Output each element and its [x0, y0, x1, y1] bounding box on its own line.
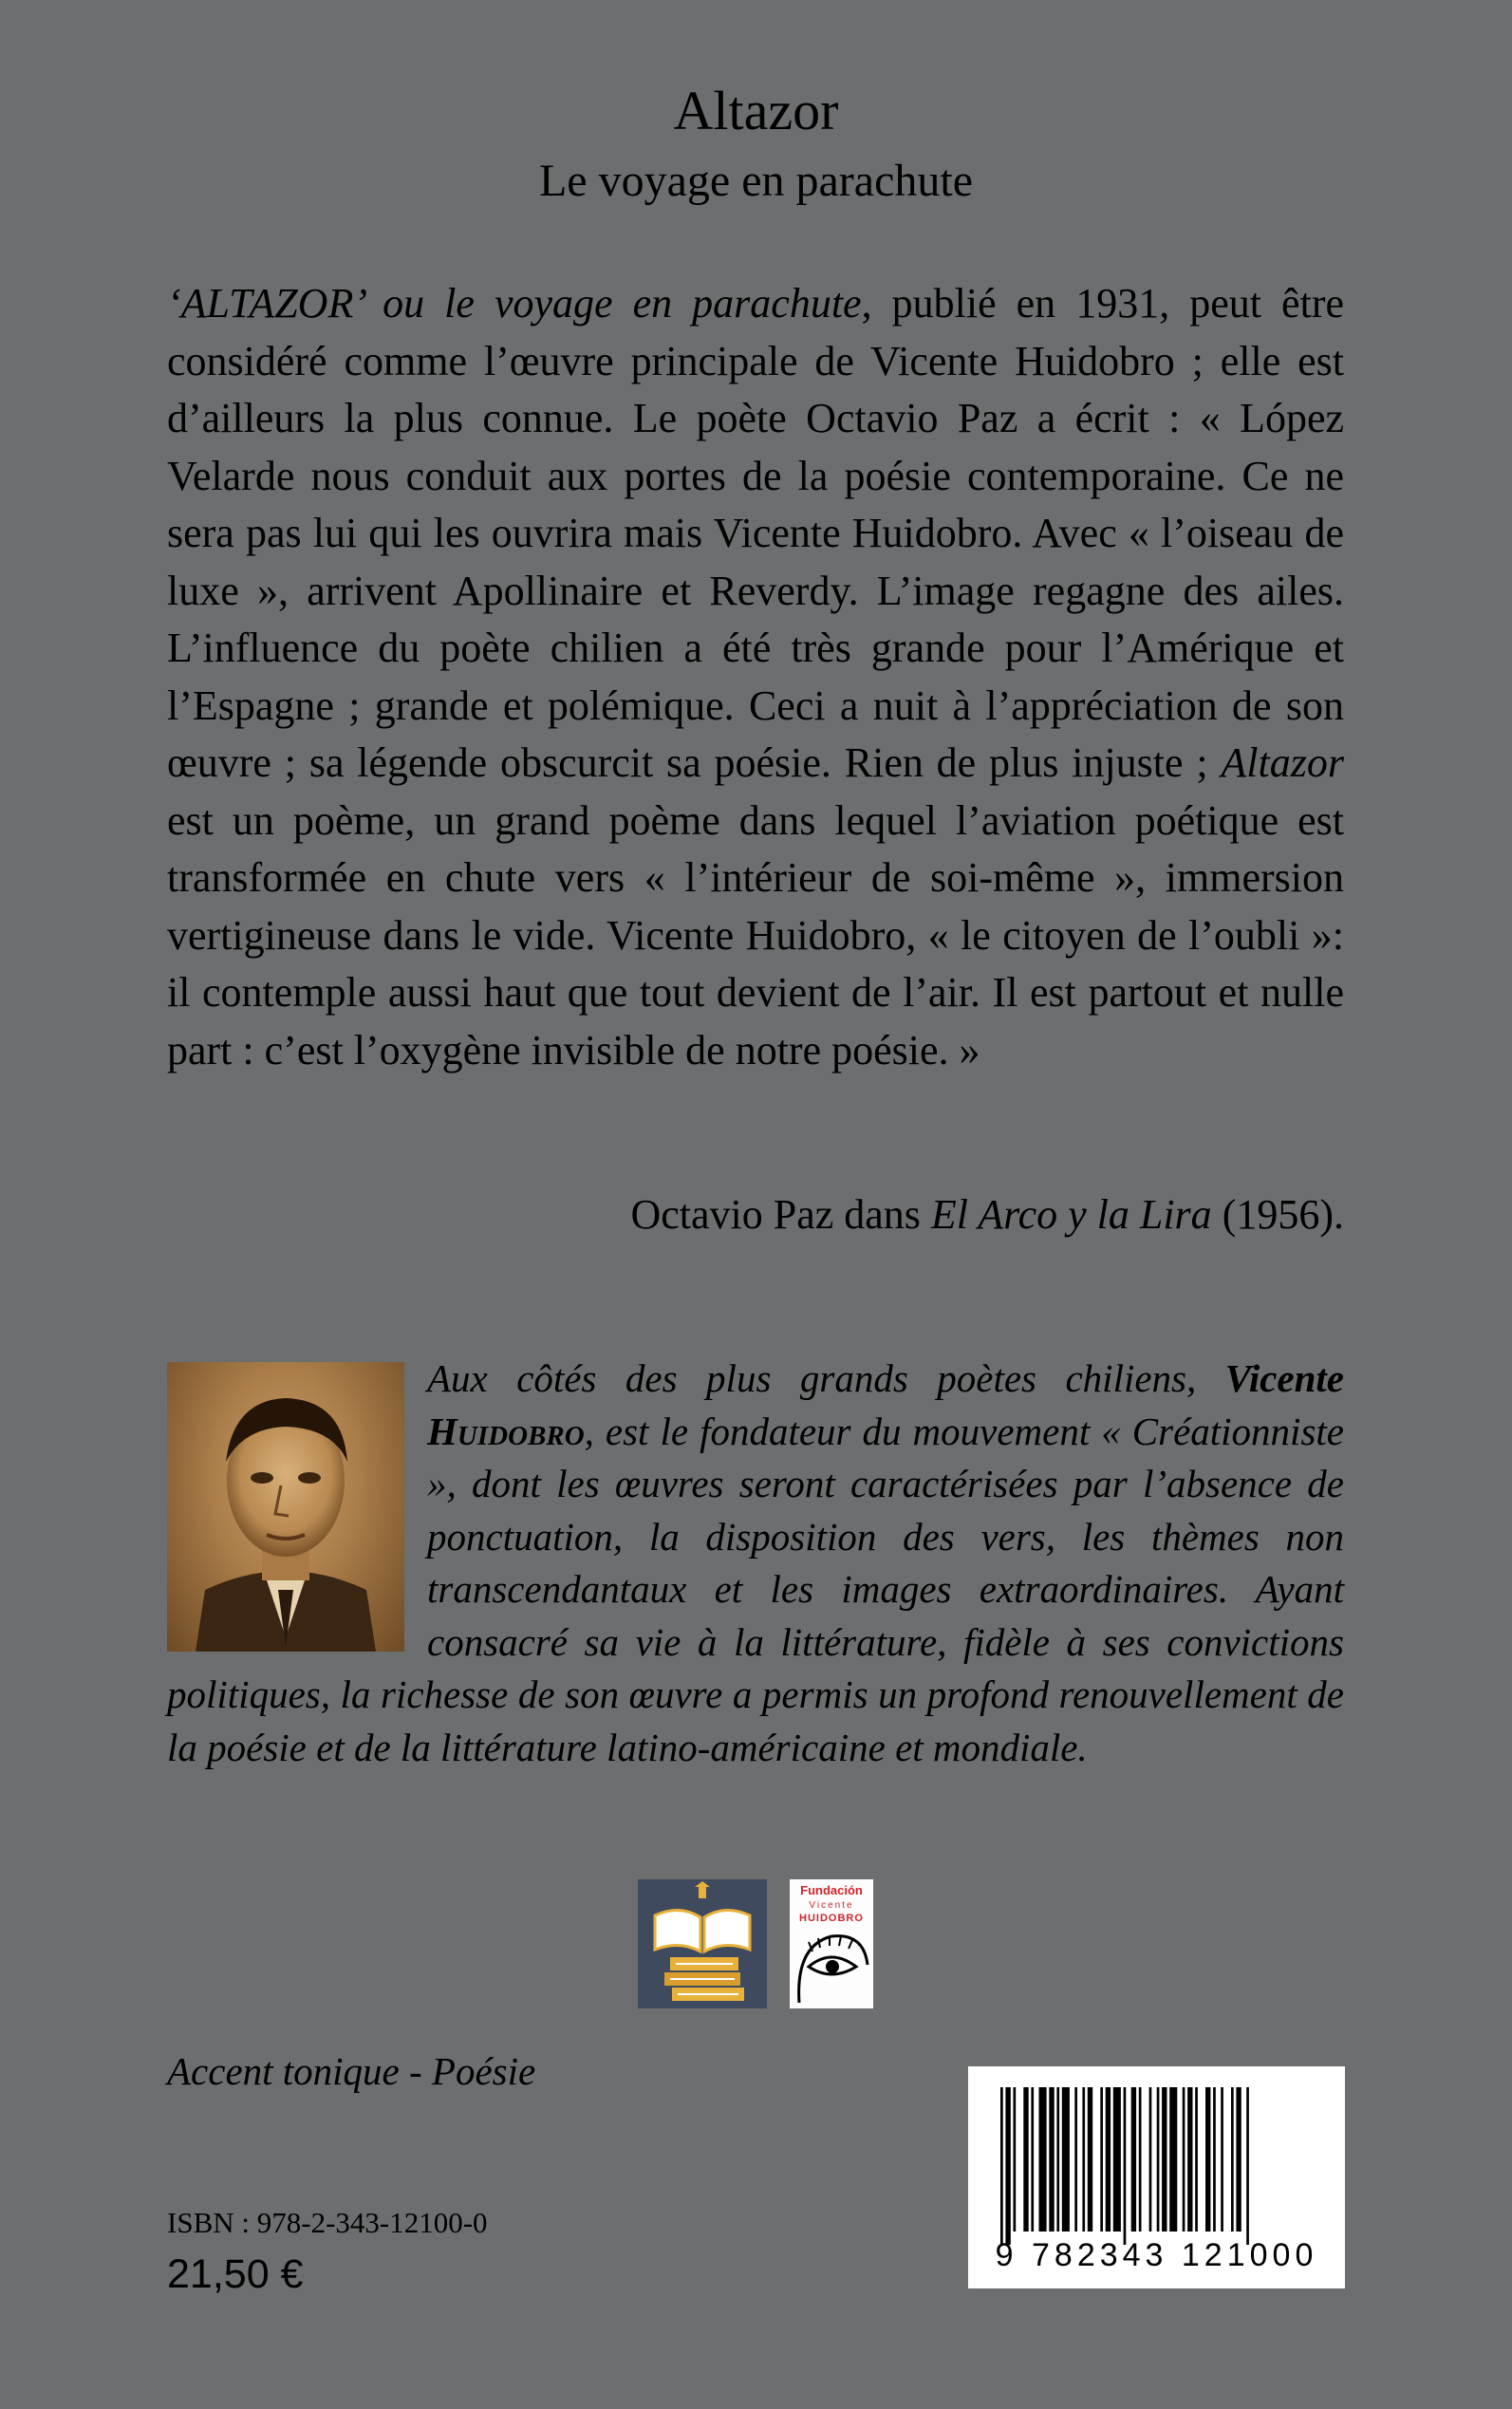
barcode-bar [1039, 2087, 1047, 2232]
author-first-name: Vicente [1224, 1356, 1344, 1400]
quote-attribution [630, 1186, 1344, 1243]
barcode-bar [1221, 2087, 1223, 2232]
barcode-bar [1100, 2087, 1103, 2232]
barcode-bar [1187, 2087, 1192, 2232]
barcode-bar [1014, 2087, 1017, 2232]
barcode-bar [1106, 2087, 1111, 2232]
blurb-text-1: , publié en 1931, peut être considéré comme l’œuvre principale de Vicente Huidobro ; elle est d’ailleurs la plus connue. Le poète Octavio Paz a écrit : « López Velarde nous conduit aux portes de la poésie contemporaine. Ce ne sera pas lui qui les ouvrira mais Vicente Huidobro. Avec « l’oiseau de luxe », arrivent Apollinaire et Reverdy. L’image regagne des ailes. L’influence du poète chilien a été très grande pour l’Amérique et l’Espagne ; grande et polémique. Ceci a nuit à l’appréciation de son œuvre ; sa légende obscurcit sa poésie. Rien de plus injuste ; [167, 280, 1344, 786]
barcode-bar [1124, 2087, 1127, 2245]
barcode-bar [1088, 2087, 1092, 2232]
book-subtitle: Le voyage en parachute [538, 156, 974, 206]
author-portrait [167, 1362, 404, 1652]
barcode-bar [1131, 2087, 1136, 2232]
author-last-name: Huidobro [427, 1409, 585, 1453]
bio-text-2: , est le fondateur du mouvement « Créationniste », dont les œuvres seront caractérisées par l’absence de ponctuation, la disposition des vers, les thèmes non transcendantaux et les images extraordinaires. Ayant consacré sa vie à la littérature, fidèle à ses convictions politiques, la richesse de son œuvre a permis un profond renouvellement de la poésie et de la littérature latino-américaine et mondiale. [167, 1409, 1344, 1769]
barcode-bar [1082, 2087, 1085, 2232]
fundacion-logo [790, 1879, 873, 2008]
barcode-bar [1213, 2087, 1216, 2232]
portrait-illustration [167, 1362, 404, 1652]
barcode-bar [1056, 2087, 1059, 2232]
fundacion-line-1: Fundación [800, 1883, 863, 1897]
barcode-bar [1205, 2087, 1210, 2232]
barcode-bar [1157, 2087, 1160, 2232]
author-bio [167, 1353, 1344, 1774]
barcode [968, 2066, 1345, 2288]
barcode-bar [1062, 2087, 1070, 2232]
barcode-bar [1246, 2087, 1249, 2245]
book-stack-icon [638, 1879, 767, 2008]
barcode-bar [1049, 2087, 1054, 2232]
attribution-prefix: Octavio Paz dans [630, 1191, 931, 1238]
barcode-bar [1162, 2087, 1167, 2232]
blurb-italic-altazor: Altazor [1221, 739, 1344, 786]
barcode-bar [1023, 2087, 1028, 2232]
fundacion-eye-icon [790, 1879, 873, 2008]
barcode-bar [1169, 2087, 1177, 2232]
barcode-bar [1139, 2087, 1142, 2232]
blurb-text-2: est un poème, un grand poème dans lequel l’aviation poétique est transformée en chute vers « l’intérieur de soi-même », immersion vertigineuse dans le vide. Vicente Huidobro, « le citoyen de l’oubli »: il contemple aussi haut que tout devient de l’air. Il est partout et nulle part : c’est l’oxygène invisible de notre poésie. » [167, 796, 1344, 1074]
barcode-bar [1183, 2087, 1185, 2232]
barcode-bar [1149, 2087, 1152, 2232]
barcode-digits: 9 782343 121000 [995, 2237, 1318, 2273]
barcode-bar-group [1000, 2087, 1249, 2245]
barcode-bar [1236, 2087, 1241, 2232]
barcode-bar [1231, 2087, 1234, 2232]
barcode-bar [1000, 2087, 1003, 2245]
fundacion-line-2: Vicente [809, 1900, 854, 1911]
barcode-bar [1031, 2087, 1034, 2232]
attribution-year: (1956). [1211, 1191, 1344, 1238]
back-cover-blurb [167, 275, 1344, 1079]
price-text: 21,50 € [167, 2251, 304, 2297]
attribution-work: El Arco y la Lira [930, 1191, 1212, 1238]
blurb-paragraph [167, 275, 1344, 1079]
barcode-bar [1005, 2087, 1010, 2245]
bio-text-1: Aux côtés des plus grands poètes chiliens, [427, 1356, 1225, 1400]
blurb-italic-title: ‘ALTAZOR’ ou le voyage en parachute [167, 280, 862, 327]
barcode-bar [1195, 2087, 1198, 2232]
barcode-bar [1113, 2087, 1121, 2232]
isbn-text: ISBN : 978-2-343-12100-0 [167, 2206, 488, 2239]
barcode-bar [1074, 2087, 1077, 2232]
publisher-logo [638, 1879, 767, 2008]
book-title: Altazor [673, 80, 839, 141]
collection-name: Accent tonique - Poésie [167, 2049, 536, 2093]
fundacion-line-3: HUIDOBRO [799, 1913, 864, 1924]
